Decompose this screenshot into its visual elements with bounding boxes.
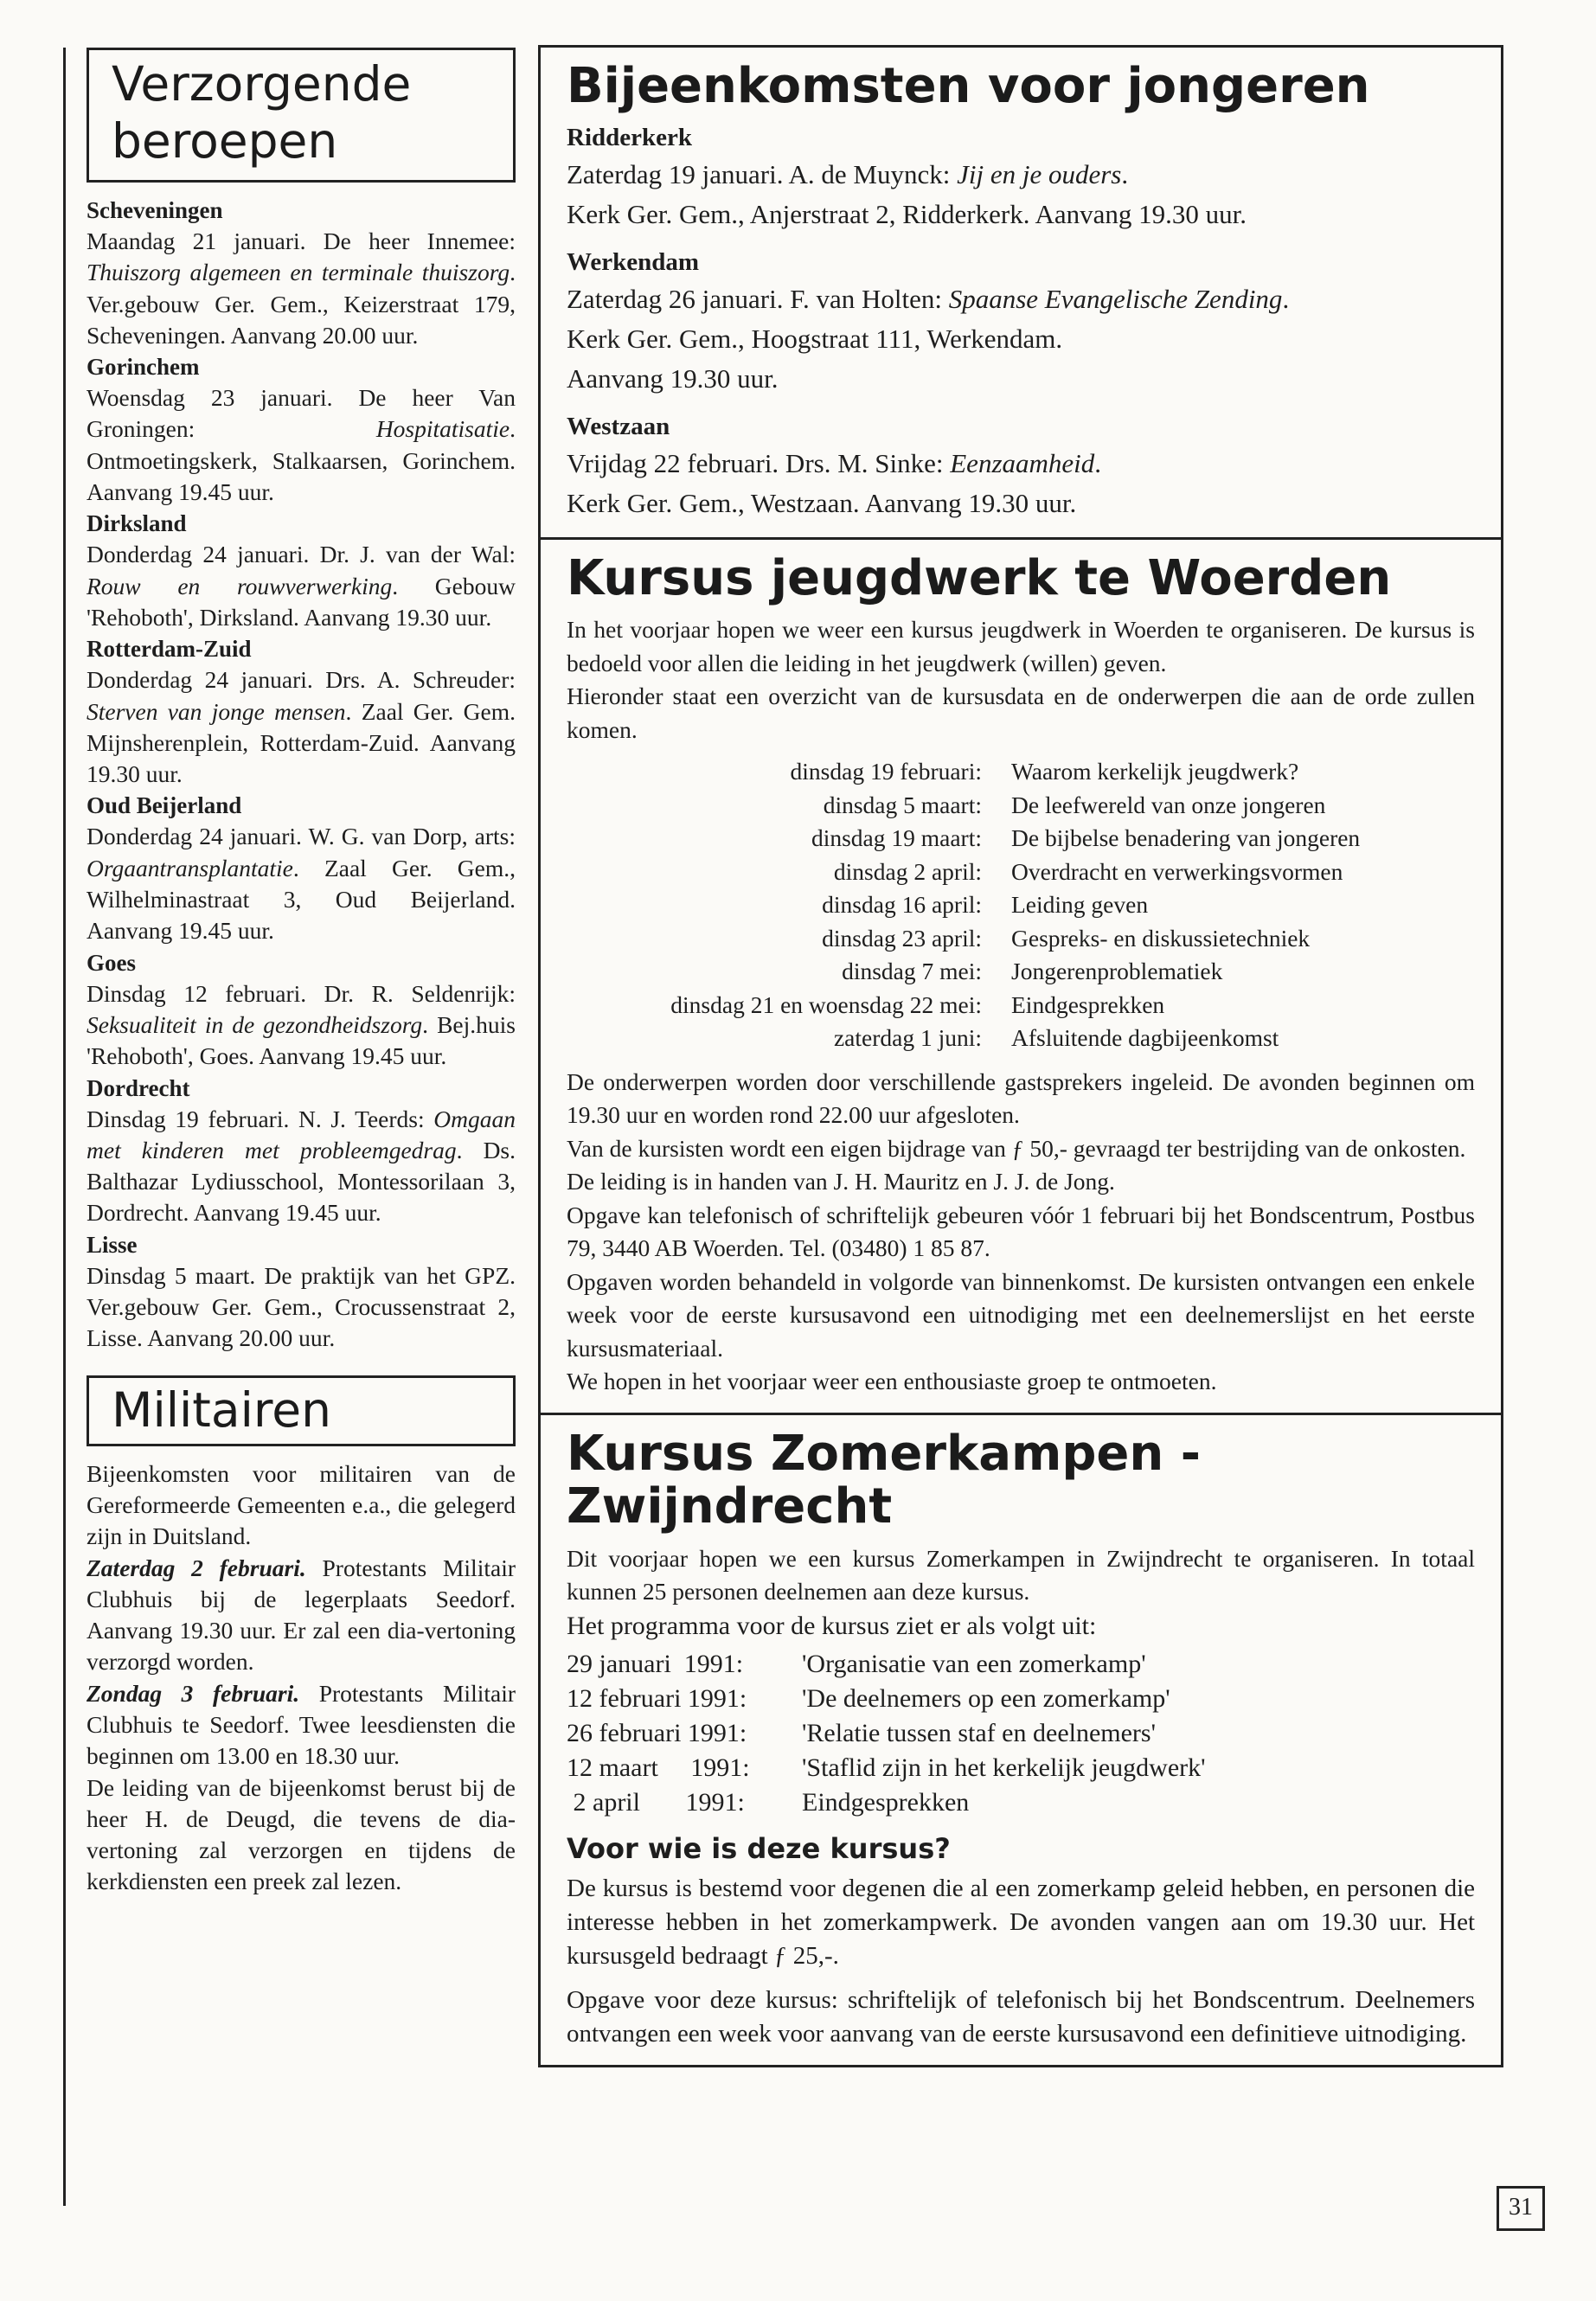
entry-text: Woensdag 23 januari. De heer Van Groningen: Hospitatisatie. Ontmoetingskerk, Stalkaarsen, Gorinchem. Aanvang 19.45 uur. [87, 384, 516, 506]
zomer-title: Kursus Zomerkampen - Zwijndrecht [567, 1425, 1202, 1535]
program-date: 2 april 1991: [567, 1787, 745, 1817]
jongeren-place: Westzaan [567, 412, 670, 440]
entry-place: Oud Beijerland [87, 792, 242, 819]
entry-place: Goes [87, 949, 136, 976]
woerden-para: Opgaven worden behandeld in volgorde van binnenkomst. De kursisten ontvangen een enkele week voor de eerste kursusavond een uitnodiging met een deelnemerslijst en het eerste kursusmateriaal. [567, 1267, 1475, 1362]
schedule-topic: Overdracht en verwerkingsvormen [1011, 857, 1343, 885]
militairen-intro: Bijeenkomsten voor militairen van de Gereformeerde Gemeenten e.a., die gelegerd zijn in Duitsland. [87, 1459, 516, 1550]
militairen-para: De leiding van de bijeenkomst berust bij de heer H. de Deugd, die tevens de dia-vertoning zal verzorgen en tijdens de kerkdiensten een preek zal lezen. [87, 1773, 516, 1895]
entry-text: Donderdag 24 januari. W. G. van Dorp, arts: Orgaantransplantatie. Zaal Ger. Gem., Wilhelminastraat 3, Oud Beijerland. Aanvang 19.45 uur. [87, 823, 516, 945]
woerden-intro2: Hieronder staat een overzicht van de kursusdata en de onderwerpen die aan de orde zullen komen. [567, 683, 1475, 743]
entry-text: Dinsdag 5 maart. De praktijk van het GPZ. Ver.gebouw Ger. Gem., Crocussenstraat 2, Lisse. Aanvang 20.00 uur. [87, 1261, 516, 1352]
schedule-date: dinsdag 5 maart: [823, 791, 982, 818]
woerden-para: Van de kursisten wordt een eigen bijdrage van ƒ 50,- gevraagd ter bestrijding van de onkosten. [567, 1134, 1466, 1162]
jongeren-item [567, 247, 1475, 399]
zomer-intro: Dit voorjaar hopen we een kursus Zomerkampen in Zwijndrecht te organiseren. In totaal kunnen 25 personen deelnemen aan deze kursus. [567, 1544, 1475, 1606]
jongeren-line: Kerk Ger. Gem., Westzaan. Aanvang 19.30 uur. [567, 487, 1077, 518]
zomer-section [541, 1415, 1501, 2065]
jongeren-item [567, 122, 1475, 234]
entry-place: Scheveningen [87, 197, 223, 223]
program-topic: 'Relatie tussen staf en deelnemers' [802, 1718, 1156, 1747]
entry [87, 947, 516, 1073]
zomer-program [567, 1647, 1475, 1820]
jongeren-section [541, 48, 1501, 540]
verzorgende-entries [87, 195, 516, 1355]
entry-text: Maandag 21 januari. De heer Innemee: Thuiszorg algemeen en terminale thuiszorg. Ver.gebouw Ger. Gem., Keizerstraat 179, Scheveningen. Aanvang 20.00 uur. [87, 228, 516, 349]
schedule-date: dinsdag 23 april: [822, 924, 982, 952]
woerden-title: Kursus jeugdwerk te Woerden [567, 549, 1392, 606]
schedule-topic: Leiding geven [1011, 891, 1149, 919]
schedule-date: dinsdag 16 april: [822, 891, 982, 919]
program-topic: 'Staflid zijn in het kerkelijk jeugdwerk' [802, 1753, 1206, 1782]
program-topic: Eindgesprekken [802, 1787, 970, 1817]
left-column [87, 48, 516, 1898]
program-date: 12 maart 1991: [567, 1753, 750, 1782]
zomer-intro2: Het programma voor de kursus ziet er als volgt uit: [567, 1611, 1097, 1640]
schedule-topic: Jongerenproblematiek [1011, 958, 1223, 985]
schedule-date: dinsdag 19 maart: [811, 824, 982, 852]
schedule-date: dinsdag 2 april: [833, 857, 982, 885]
schedule-topic: Afsluitende dagbijeenkomst [1011, 1024, 1279, 1052]
woerden-schedule [567, 755, 1475, 1055]
militairen-para: Zondag 3 februari. Protestants Militair Clubhuis te Seedorf. Twee leesdiensten die beginnen om 13.00 en 18.30 uur. [87, 1679, 516, 1770]
entry-place: Gorinchem [87, 354, 200, 381]
entry-place: Lisse [87, 1231, 138, 1258]
woerden-para: We hopen in het voorjaar weer een enthousiaste groep te ontmoeten. [567, 1368, 1217, 1395]
schedule-date: dinsdag 7 mei: [842, 958, 982, 985]
zomer-subhead: Voor wie is deze kursus? [567, 1831, 951, 1865]
entry [87, 790, 516, 946]
entry-place: Dordrecht [87, 1074, 190, 1101]
entry-text: Dinsdag 19 februari. N. J. Teerds: Omgaan met kinderen met probleemgedrag. Ds. Balthazar Lydiusschool, Montessorilaan 3, Dordrecht. Aanvang 19.45 uur. [87, 1105, 516, 1227]
entry [87, 195, 516, 351]
entry-text: Donderdag 24 januari. Drs. A. Schreuder: Sterven van jonge mensen. Zaal Ger. Gem. Mijnsherenplein, Rotterdam-Zuid. Aanvang 19.30 uur. [87, 666, 516, 788]
jongeren-line: Zaterdag 26 januari. F. van Holten: Spaanse Evangelische Zending. [567, 283, 1290, 314]
entry [87, 1073, 516, 1229]
jongeren-title: Bijeenkomsten voor jongeren [567, 58, 1370, 114]
zomer-para: De kursus is bestemd voor degenen die al een zomerkamp geleid hebben, en personen die interesse hebben in het zomerkampwerk. De avonden vangen aan om 19.30 uur. Het kursusgeld bedraagt ƒ 25,-. [567, 1874, 1475, 1970]
schedule-topic: De bijbelse benadering van jongeren [1011, 824, 1361, 852]
page-number: 31 [1497, 2186, 1545, 2231]
entry [87, 1229, 516, 1355]
program-topic: 'Organisatie van een zomerkamp' [802, 1649, 1146, 1678]
verzorgende-title: Verzorgende beroepen [87, 48, 516, 183]
zomer-para: Opgave voor deze kursus: schriftelijk of telefonisch bij het Bondscentrum. Deelnemers ontvangen een week voor aanvang van de eerste kursusavond een definitieve uitnodiging. [567, 1985, 1475, 2048]
militairen-title: Militairen [87, 1375, 516, 1446]
entry-text: Dinsdag 12 februari. Dr. R. Seldenrijk: Seksualiteit in de gezondheidszorg. Bej.huis 'Rehoboth', Goes. Aanvang 19.45 uur. [87, 979, 516, 1070]
program-date: 12 februari 1991: [567, 1683, 747, 1713]
jongeren-line: Kerk Ger. Gem., Anjerstraat 2, Ridderkerk. Aanvang 19.30 uur. [567, 198, 1247, 229]
woerden-para: De onderwerpen worden door verschillende gastsprekers ingeleid. De avonden beginnen om 19.30 uur en worden rond 22.00 uur afgesloten. [567, 1067, 1475, 1129]
program-date: 26 februari 1991: [567, 1718, 747, 1747]
jongeren-line: Vrijdag 22 februari. Drs. M. Sinke: Eenzaamheid. [567, 447, 1102, 478]
entry [87, 508, 516, 633]
entry [87, 351, 516, 508]
jongeren-line: Zaterdag 19 januari. A. de Muynck: Jij en je ouders. [567, 158, 1129, 189]
jongeren-place: Werkendam [567, 247, 700, 276]
entry-text: Donderdag 24 januari. Dr. J. van der Wal: Rouw en rouwverwerking. Gebouw 'Rehoboth', Dirksland. Aanvang 19.30 uur. [87, 541, 516, 631]
schedule-date: zaterdag 1 juni: [833, 1024, 982, 1052]
woerden-para: De leiding is in handen van J. H. Mauritz en J. J. de Jong. [567, 1168, 1115, 1195]
woerden-para: Opgave kan telefonisch of schriftelijk gebeuren vóór 1 februari bij het Bondscentrum, Postbus 79, 3440 AB Woerden. Tel. (03480) 1 85 87. [567, 1201, 1475, 1262]
schedule-date: dinsdag 19 februari: [790, 758, 982, 785]
jongeren-item [567, 411, 1475, 523]
schedule-topic: Eindgesprekken [1011, 990, 1165, 1018]
entry-place: Dirksland [87, 510, 187, 537]
entry-place: Rotterdam-Zuid [87, 636, 252, 663]
jongeren-place: Ridderkerk [567, 123, 692, 151]
schedule-topic: Waarom kerkelijk jeugdwerk? [1011, 758, 1299, 785]
left-margin-rule [63, 48, 66, 2206]
woerden-section [541, 540, 1501, 1415]
schedule-date: dinsdag 21 en woensdag 22 mei: [670, 990, 982, 1018]
schedule-topic: De leefwereld van onze jongeren [1011, 791, 1326, 818]
program-topic: 'De deelnemers op een zomerkamp' [802, 1683, 1170, 1713]
schedule-topic: Gespreks- en diskussietechniek [1011, 924, 1311, 952]
right-column [538, 45, 1503, 2067]
woerden-intro: In het voorjaar hopen we weer een kursus jeugdwerk in Woerden te organiseren. De kursus is bedoeld voor allen die leiding in het jeugdwerk (willen) geven. [567, 616, 1475, 676]
program-date: 29 januari 1991: [567, 1649, 744, 1678]
entry [87, 633, 516, 790]
jongeren-line: Kerk Ger. Gem., Hoogstraat 111, Werkendam. [567, 323, 1063, 354]
militairen-para: Zaterdag 2 februari. Protestants Militair Clubhuis bij de legerplaats Seedorf. Aanvang 19.30 uur. Er zal een dia-vertoning verzorgd worden. [87, 1554, 516, 1676]
jongeren-line: Aanvang 19.30 uur. [567, 362, 779, 394]
